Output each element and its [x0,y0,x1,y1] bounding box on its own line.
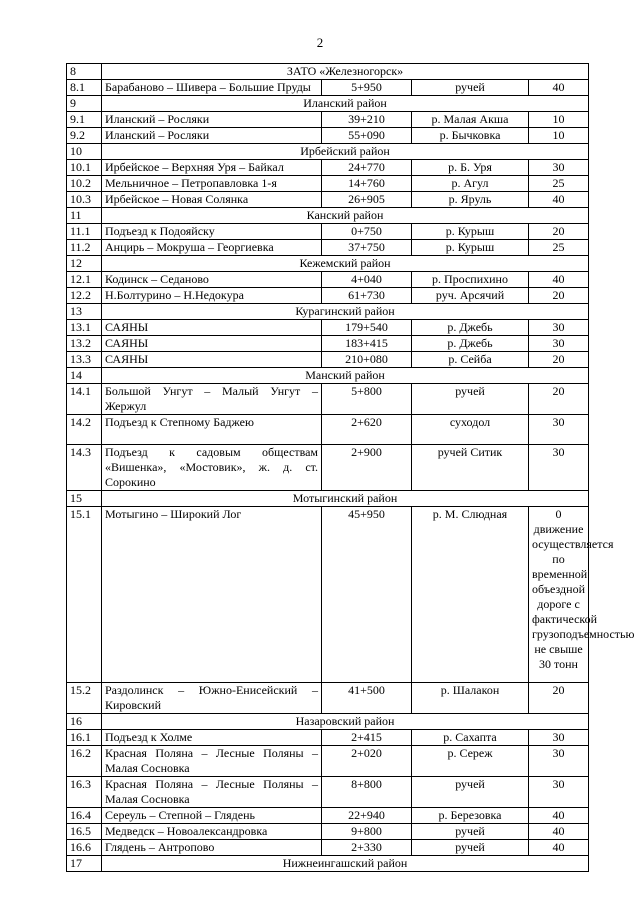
row-number-cell: 8.1 [67,80,102,96]
water-obstacle-cell: р. М. Слюдная [412,507,529,683]
water-obstacle-cell: р. Курыш [412,224,529,240]
load-limit-cell: 20 [529,224,589,240]
road-name-cell: САЯНЫ [102,336,322,352]
row-number-cell: 12.1 [67,272,102,288]
kilometer-cell: 14+760 [322,176,412,192]
load-limit-cell: 25 [529,240,589,256]
kilometer-cell: 4+040 [322,272,412,288]
road-name-cell: Большой Унгут – Малый Унгут – Жержул [102,384,322,415]
road-name-cell: Н.Болтурино – Н.Недокура [102,288,322,304]
road-name-cell: Анцирь – Мокруша – Георгиевка [102,240,322,256]
table-row [67,352,589,368]
table-row [67,192,589,208]
district-name-cell: Манский район [102,368,589,384]
water-obstacle-cell: ручей [412,80,529,96]
water-obstacle-cell: ручей [412,384,529,415]
row-number-cell: 14.3 [67,445,102,491]
district-name-cell: Курагинский район [102,304,589,320]
row-number-cell: 11 [67,208,102,224]
kilometer-cell: 2+330 [322,840,412,856]
load-limit-cell: 10 [529,128,589,144]
district-name-cell: ЗАТО «Железногорск» [102,64,589,80]
road-name-cell: Медведск – Новоалександровка [102,824,322,840]
kilometer-cell: 9+800 [322,824,412,840]
road-name-cell: Мотыгино – Широкий Лог [102,507,322,683]
kilometer-cell: 45+950 [322,507,412,683]
table-row [67,160,589,176]
water-obstacle-cell: суходол [412,415,529,445]
row-number-cell: 13.2 [67,336,102,352]
kilometer-cell: 39+210 [322,112,412,128]
district-name-cell: Назаровский район [102,714,589,730]
district-row [67,96,589,112]
kilometer-cell: 210+080 [322,352,412,368]
table-row [67,80,589,96]
water-obstacle-cell: р. Проспихино [412,272,529,288]
load-limit-cell: 30 [529,777,589,808]
district-row [67,144,589,160]
row-number-cell: 14 [67,368,102,384]
table-row [67,384,589,415]
table-row [67,730,589,746]
row-number-cell: 16.3 [67,777,102,808]
table-row [67,336,589,352]
load-limit-cell: 0 движение осуществляется по временной объездной дороге с фактической грузоподъемностью не свыше 30 тонн [529,507,589,683]
road-name-cell: Подъезд к садовым обществам «Вишенка», «Мостовик», ж. д. ст. Сорокино [102,445,322,491]
load-limit-cell: 40 [529,80,589,96]
load-limit-cell: 40 [529,840,589,856]
district-name-cell: Ирбейский район [102,144,589,160]
table-row [67,176,589,192]
district-name-cell: Канский район [102,208,589,224]
water-obstacle-cell: р. Агул [412,176,529,192]
row-number-cell: 10 [67,144,102,160]
table-row [67,777,589,808]
row-number-cell: 16.2 [67,746,102,777]
road-name-cell: Раздолинск – Южно-Енисейский – Кировский [102,683,322,714]
road-name-cell: САЯНЫ [102,352,322,368]
road-name-cell: Подъезд к Степному Баджею [102,415,322,445]
district-row [67,856,589,872]
row-number-cell: 10.2 [67,176,102,192]
load-limit-cell: 40 [529,192,589,208]
table-body [67,64,635,872]
kilometer-cell: 8+800 [322,777,412,808]
load-limit-cell: 20 [529,384,589,415]
table-row [67,683,589,714]
table-row [67,808,589,824]
district-name-cell: Иланский район [102,96,589,112]
table-row [67,415,589,445]
road-name-cell: Иланский – Росляки [102,128,322,144]
kilometer-cell: 41+500 [322,683,412,714]
row-number-cell: 15.1 [67,507,102,683]
row-number-cell: 16.5 [67,824,102,840]
table-row [67,320,589,336]
road-name-cell: Подъезд к Холме [102,730,322,746]
kilometer-cell: 61+730 [322,288,412,304]
water-obstacle-cell: р. Б. Уря [412,160,529,176]
row-number-cell: 15.2 [67,683,102,714]
district-name-cell: Мотыгинский район [102,491,589,507]
row-number-cell: 17 [67,856,102,872]
kilometer-cell: 2+020 [322,746,412,777]
table-row [67,445,589,491]
load-limit-cell: 25 [529,176,589,192]
load-limit-cell: 30 [529,746,589,777]
page-number: 2 [316,35,324,50]
water-obstacle-cell: ручей [412,824,529,840]
row-number-cell: 16 [67,714,102,730]
load-limit-cell: 20 [529,683,589,714]
district-row [67,368,589,384]
row-number-cell: 10.1 [67,160,102,176]
water-obstacle-cell: р. Сахапта [412,730,529,746]
water-obstacle-cell: р. Сейба [412,352,529,368]
district-name-cell: Кежемский район [102,256,589,272]
water-obstacle-cell: р. Курыш [412,240,529,256]
water-obstacle-cell: р. Яруль [412,192,529,208]
row-number-cell: 9.2 [67,128,102,144]
row-number-cell: 8 [67,64,102,80]
road-name-cell: Глядень – Антропово [102,840,322,856]
kilometer-cell: 0+750 [322,224,412,240]
table-row [67,507,589,683]
row-number-cell: 9 [67,96,102,112]
table-row [67,824,589,840]
row-number-cell: 16.4 [67,808,102,824]
restrictions-table [66,63,635,872]
row-number-cell: 12.2 [67,288,102,304]
road-name-cell: Красная Поляна – Лесные Поляны – Малая Сосновка [102,746,322,777]
kilometer-cell: 55+090 [322,128,412,144]
water-obstacle-cell: р. Шалакон [412,683,529,714]
district-row [67,64,589,80]
table-row [67,128,589,144]
row-number-cell: 10.3 [67,192,102,208]
row-number-cell: 11.2 [67,240,102,256]
water-obstacle-cell: р. Березовка [412,808,529,824]
load-limit-cell: 40 [529,808,589,824]
road-name-cell: Красная Поляна – Лесные Поляны – Малая Сосновка [102,777,322,808]
road-name-cell: Сереуль – Степной – Глядень [102,808,322,824]
load-limit-cell: 30 [529,160,589,176]
road-name-cell: Мельничное – Петропавловка 1-я [102,176,322,192]
table-row [67,112,589,128]
kilometer-cell: 2+415 [322,730,412,746]
load-limit-cell: 30 [529,415,589,445]
road-name-cell: Барабаново – Шивера – Большие Пруды [102,80,322,96]
kilometer-cell: 5+800 [322,384,412,415]
row-number-cell: 13.1 [67,320,102,336]
kilometer-cell: 26+905 [322,192,412,208]
water-obstacle-cell: ручей [412,840,529,856]
load-limit-cell: 20 [529,352,589,368]
row-number-cell: 16.6 [67,840,102,856]
kilometer-cell: 183+415 [322,336,412,352]
road-name-cell: Подъезд к Подояйску [102,224,322,240]
district-row [67,714,589,730]
row-number-cell: 13.3 [67,352,102,368]
water-obstacle-cell: ручей Ситик [412,445,529,491]
water-obstacle-cell: р. Сереж [412,746,529,777]
kilometer-cell: 22+940 [322,808,412,824]
kilometer-cell: 2+900 [322,445,412,491]
row-number-cell: 15 [67,491,102,507]
kilometer-cell: 2+620 [322,415,412,445]
water-obstacle-cell: р. Бычковка [412,128,529,144]
district-row [67,304,589,320]
kilometer-cell: 24+770 [322,160,412,176]
table-row [67,240,589,256]
load-limit-cell: 40 [529,272,589,288]
row-number-cell: 16.1 [67,730,102,746]
district-name-cell: Нижнеингашский район [102,856,589,872]
road-name-cell: Кодинск – Седаново [102,272,322,288]
water-obstacle-cell: р. Джебь [412,336,529,352]
load-limit-cell: 30 [529,445,589,491]
kilometer-cell: 37+750 [322,240,412,256]
row-number-cell: 9.1 [67,112,102,128]
row-number-cell: 14.1 [67,384,102,415]
table-row [67,840,589,856]
load-limit-cell: 30 [529,336,589,352]
road-name-cell: Иланский – Росляки [102,112,322,128]
table-row [67,746,589,777]
water-obstacle-cell: р. Малая Акша [412,112,529,128]
water-obstacle-cell: р. Джебь [412,320,529,336]
road-name-cell: Ирбейское – Новая Солянка [102,192,322,208]
load-limit-cell: 30 [529,320,589,336]
kilometer-cell: 5+950 [322,80,412,96]
water-obstacle-cell: руч. Арсячий [412,288,529,304]
kilometer-cell: 179+540 [322,320,412,336]
district-row [67,256,589,272]
load-limit-cell: 20 [529,288,589,304]
load-limit-cell: 10 [529,112,589,128]
road-name-cell: САЯНЫ [102,320,322,336]
district-row [67,208,589,224]
load-limit-cell: 30 [529,730,589,746]
row-number-cell: 11.1 [67,224,102,240]
row-number-cell: 13 [67,304,102,320]
table-row [67,272,589,288]
load-limit-cell: 40 [529,824,589,840]
district-row [67,491,589,507]
row-number-cell: 12 [67,256,102,272]
row-number-cell: 14.2 [67,415,102,445]
water-obstacle-cell: ручей [412,777,529,808]
table-row [67,224,589,240]
table-row [67,288,589,304]
road-name-cell: Ирбейское – Верхняя Уря – Байкал [102,160,322,176]
